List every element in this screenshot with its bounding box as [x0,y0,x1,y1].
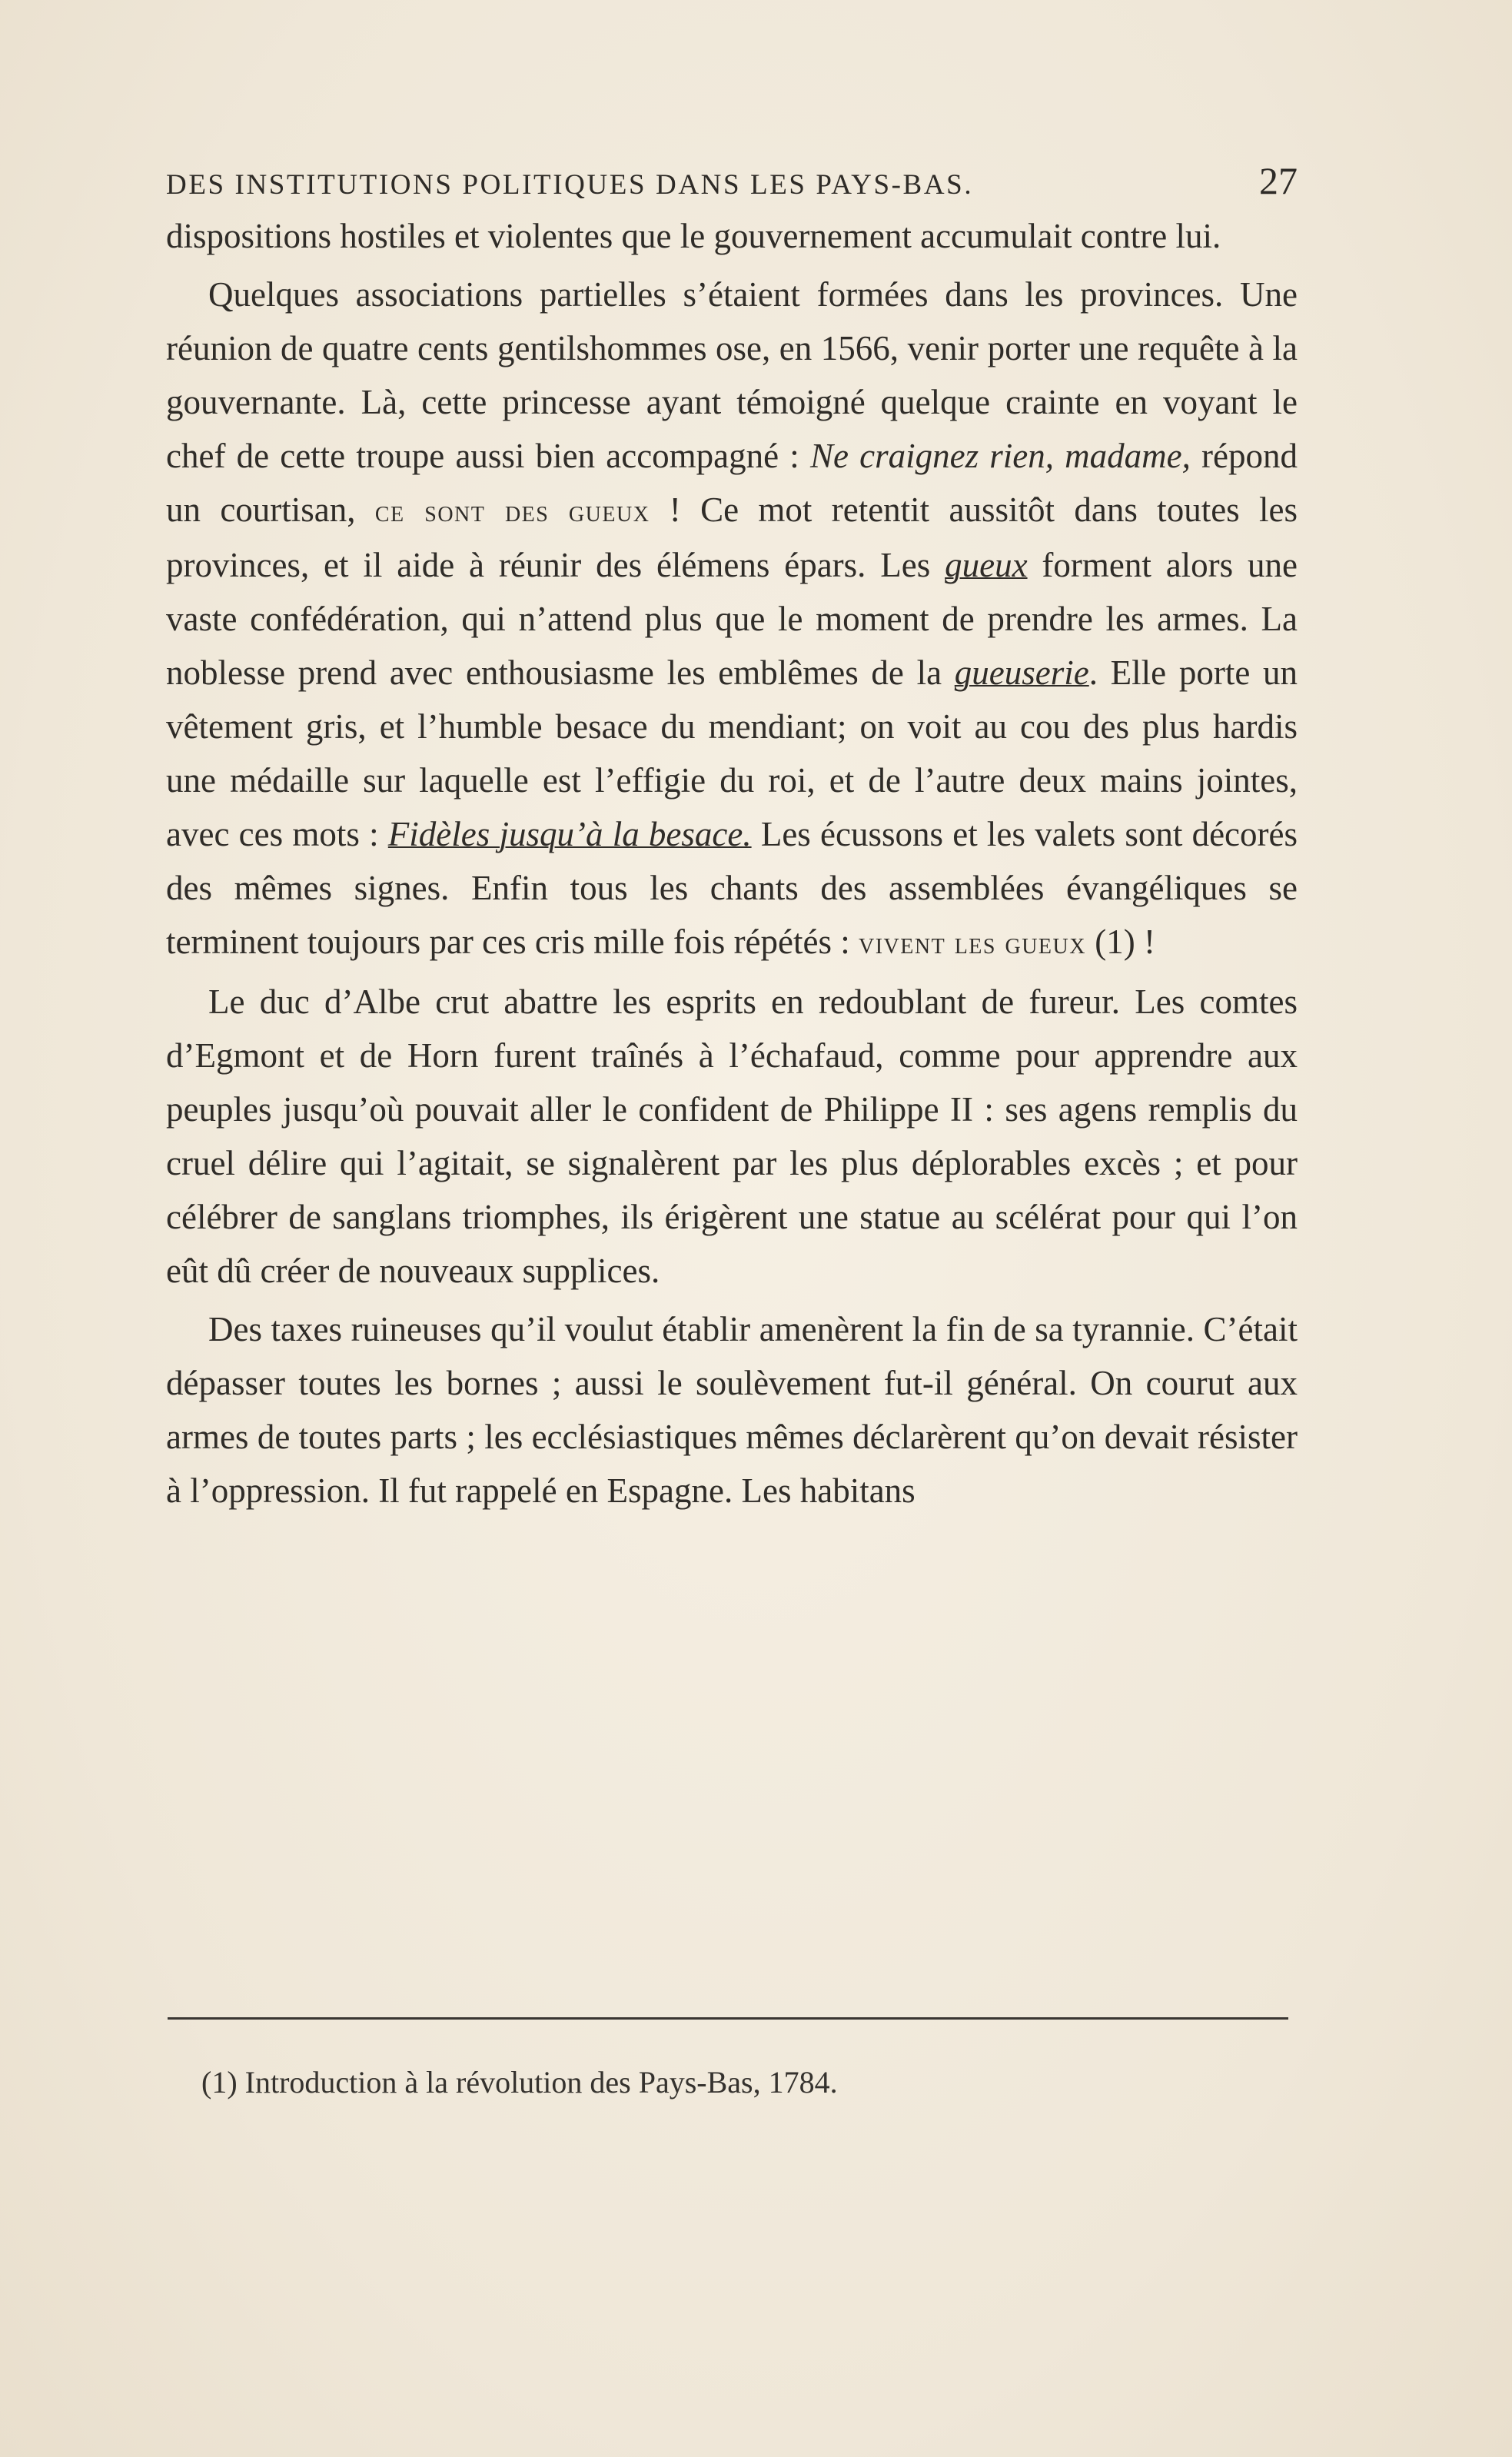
term-gueuserie: gueuserie [954,653,1089,692]
footnote-ref: (1) ! [1085,923,1155,961]
p2-text: répond un courtisan, [166,437,1298,529]
running-head: DES INSTITUTIONS POLITIQUES DANS LES PAYS-BAS. [166,169,974,201]
p2-text: ! Ce mot retentit aussitôt dans toutes les provinces, et il aide à réunir des élémens épars. Les [166,490,1298,584]
term-gueux: gueux [945,546,1028,584]
paragraph-3: Le duc d’Albe crut abattre les esprits en redoublant de fureur. Les comtes d’Egmont et de Horn furent traînés à l’échafaud, comme pour apprendre aux peuples jusqu’où pouvait aller le confident de Philippe II : ses agens remplis du cruel délire qui l’agitait, se signalèrent par les plus déplorables excès ; et pour célébrer de sanglans triomphes, ils érigèrent une statue au scélérat pour qui l’on eût dû créer de nouveaux supplices. [166,982,1298,1290]
body-text [166,209,1298,1518]
footnote-rule [168,2017,1288,2020]
motto-fideles: Fidèles jusqu’à la besace. [387,815,752,853]
p2-text: Les écussons et les valets sont décorés des mêmes signes. Enfin tous les chants des assemblées évangéliques se terminent toujours par ces cris mille fois répétés : [166,815,1298,961]
paragraph-2 [166,268,1298,970]
footnote: (1) Introduction à la révolution des Pays-Bas, 1784. [201,2065,838,2100]
paragraph-4: Des taxes ruineuses qu’il voulut établir amenèrent la fin de sa tyrannie. C’était dépasser toutes les bornes ; aussi le soulèvement fut-il général. On courut aux armes de toutes parts ; les ecclésiastiques mêmes déclarèrent qu’on devait résister à l’oppression. Il fut rappelé en Espagne. Les habitans [166,1310,1298,1510]
p2-text: . Elle porte un vêtement gris, et l’humble besace du mendiant; on voit au cou des plus hardis une médaille sur laquelle est l’effigie du roi, et de l’autre deux mains jointes, avec ces mots : [166,653,1298,853]
page-number: 27 [1259,159,1298,202]
quote-ne-craignez: Ne craignez rien, madame, [809,437,1191,475]
quote-ce-sont-des-gueux: ce sont des gueux [374,494,650,528]
p2-text: forment alors une vaste confédération, qui n’attend plus que le moment de prendre les armes. La noblesse prend avec enthousiasme les emblêmes de la [166,546,1298,692]
paragraph-1: dispositions hostiles et violentes que le gouvernement accumulait contre lui. [166,217,1221,255]
p2-text: Quelques associations partielles s’étaient formées dans les provinces. Une réunion de quatre cents gentilshommes ose, en 1566, venir porter une requête à la gouvernante. Là, cette princesse ayant témoigné quelque crainte en voyant le chef de cette troupe aussi bien accompagné : [166,275,1298,475]
cry-vivent-les-gueux: vivent les gueux [859,926,1086,960]
page-header [166,158,1298,204]
